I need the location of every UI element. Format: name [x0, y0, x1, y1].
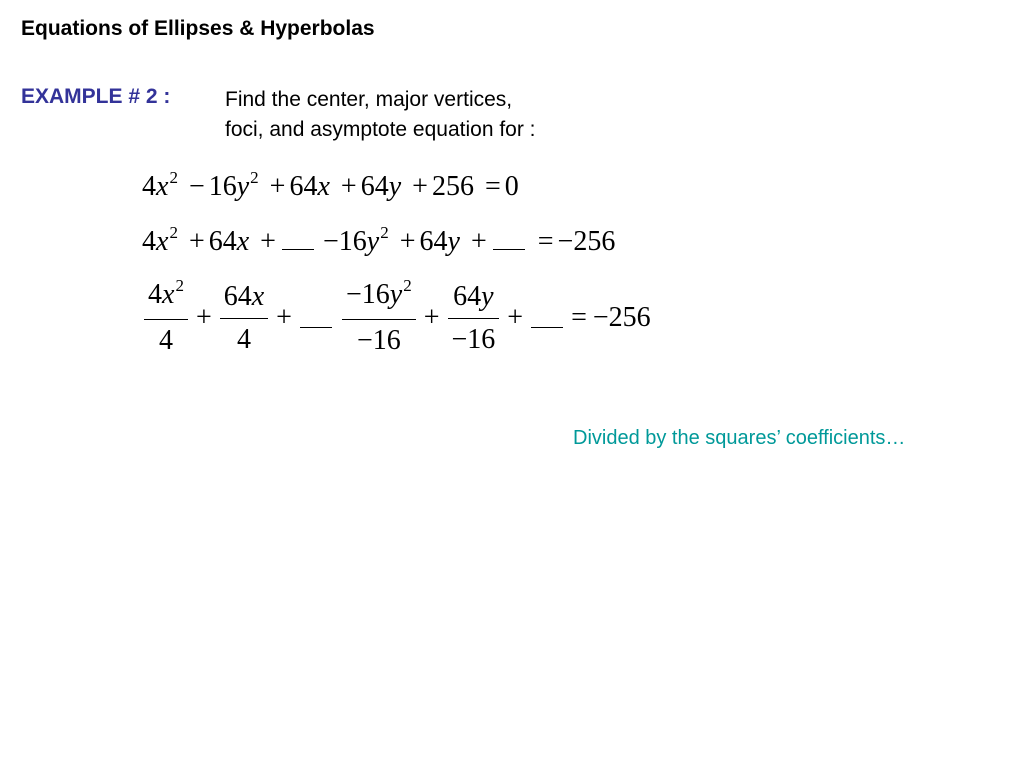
fraction-bar — [448, 318, 500, 319]
fraction-term: $\frac{-16y^2}{-16}$ — [342, 280, 416, 356]
fraction-bar — [220, 318, 268, 319]
blank-term — [493, 231, 525, 250]
annotation-note: Divided by the squares’ coefficients… — [573, 427, 906, 449]
fraction-term: $\frac{64x}{4}$ — [220, 282, 268, 355]
fraction-bar — [144, 319, 188, 320]
equation-divided-form: $\frac{4x^2}{4}$ + $\frac{64x}{4}$ + $\frac{-16y^2}{-16}$ + $\frac{64y}{-16}$ + = −256 — [142, 280, 651, 356]
blank-term — [282, 231, 314, 250]
fraction-term: $\frac{64y}{-16}$ — [448, 282, 500, 355]
slide-title: Equations of Ellipses & Hyperbolas — [21, 17, 375, 40]
blank-term — [300, 309, 332, 328]
prompt-line-2: foci, and asymptote equation for : — [225, 118, 536, 141]
equation-grouped-form: $4x^2 + 64x + -16y^2 + 64y$ + = −256 — [142, 223, 616, 257]
blank-term — [531, 309, 563, 328]
problem-prompt — [225, 85, 536, 145]
prompt-line-1: Find the center, major vertices, — [225, 88, 513, 111]
equation-general-form: $4x^2 - 16y^2 + 64x + 64y + 256 = 0$ — [142, 168, 519, 202]
fraction-bar — [342, 319, 416, 320]
fraction-term: $\frac{4x^2}{4}$ — [144, 280, 188, 356]
example-label: EXAMPLE # 2 : — [21, 85, 171, 108]
